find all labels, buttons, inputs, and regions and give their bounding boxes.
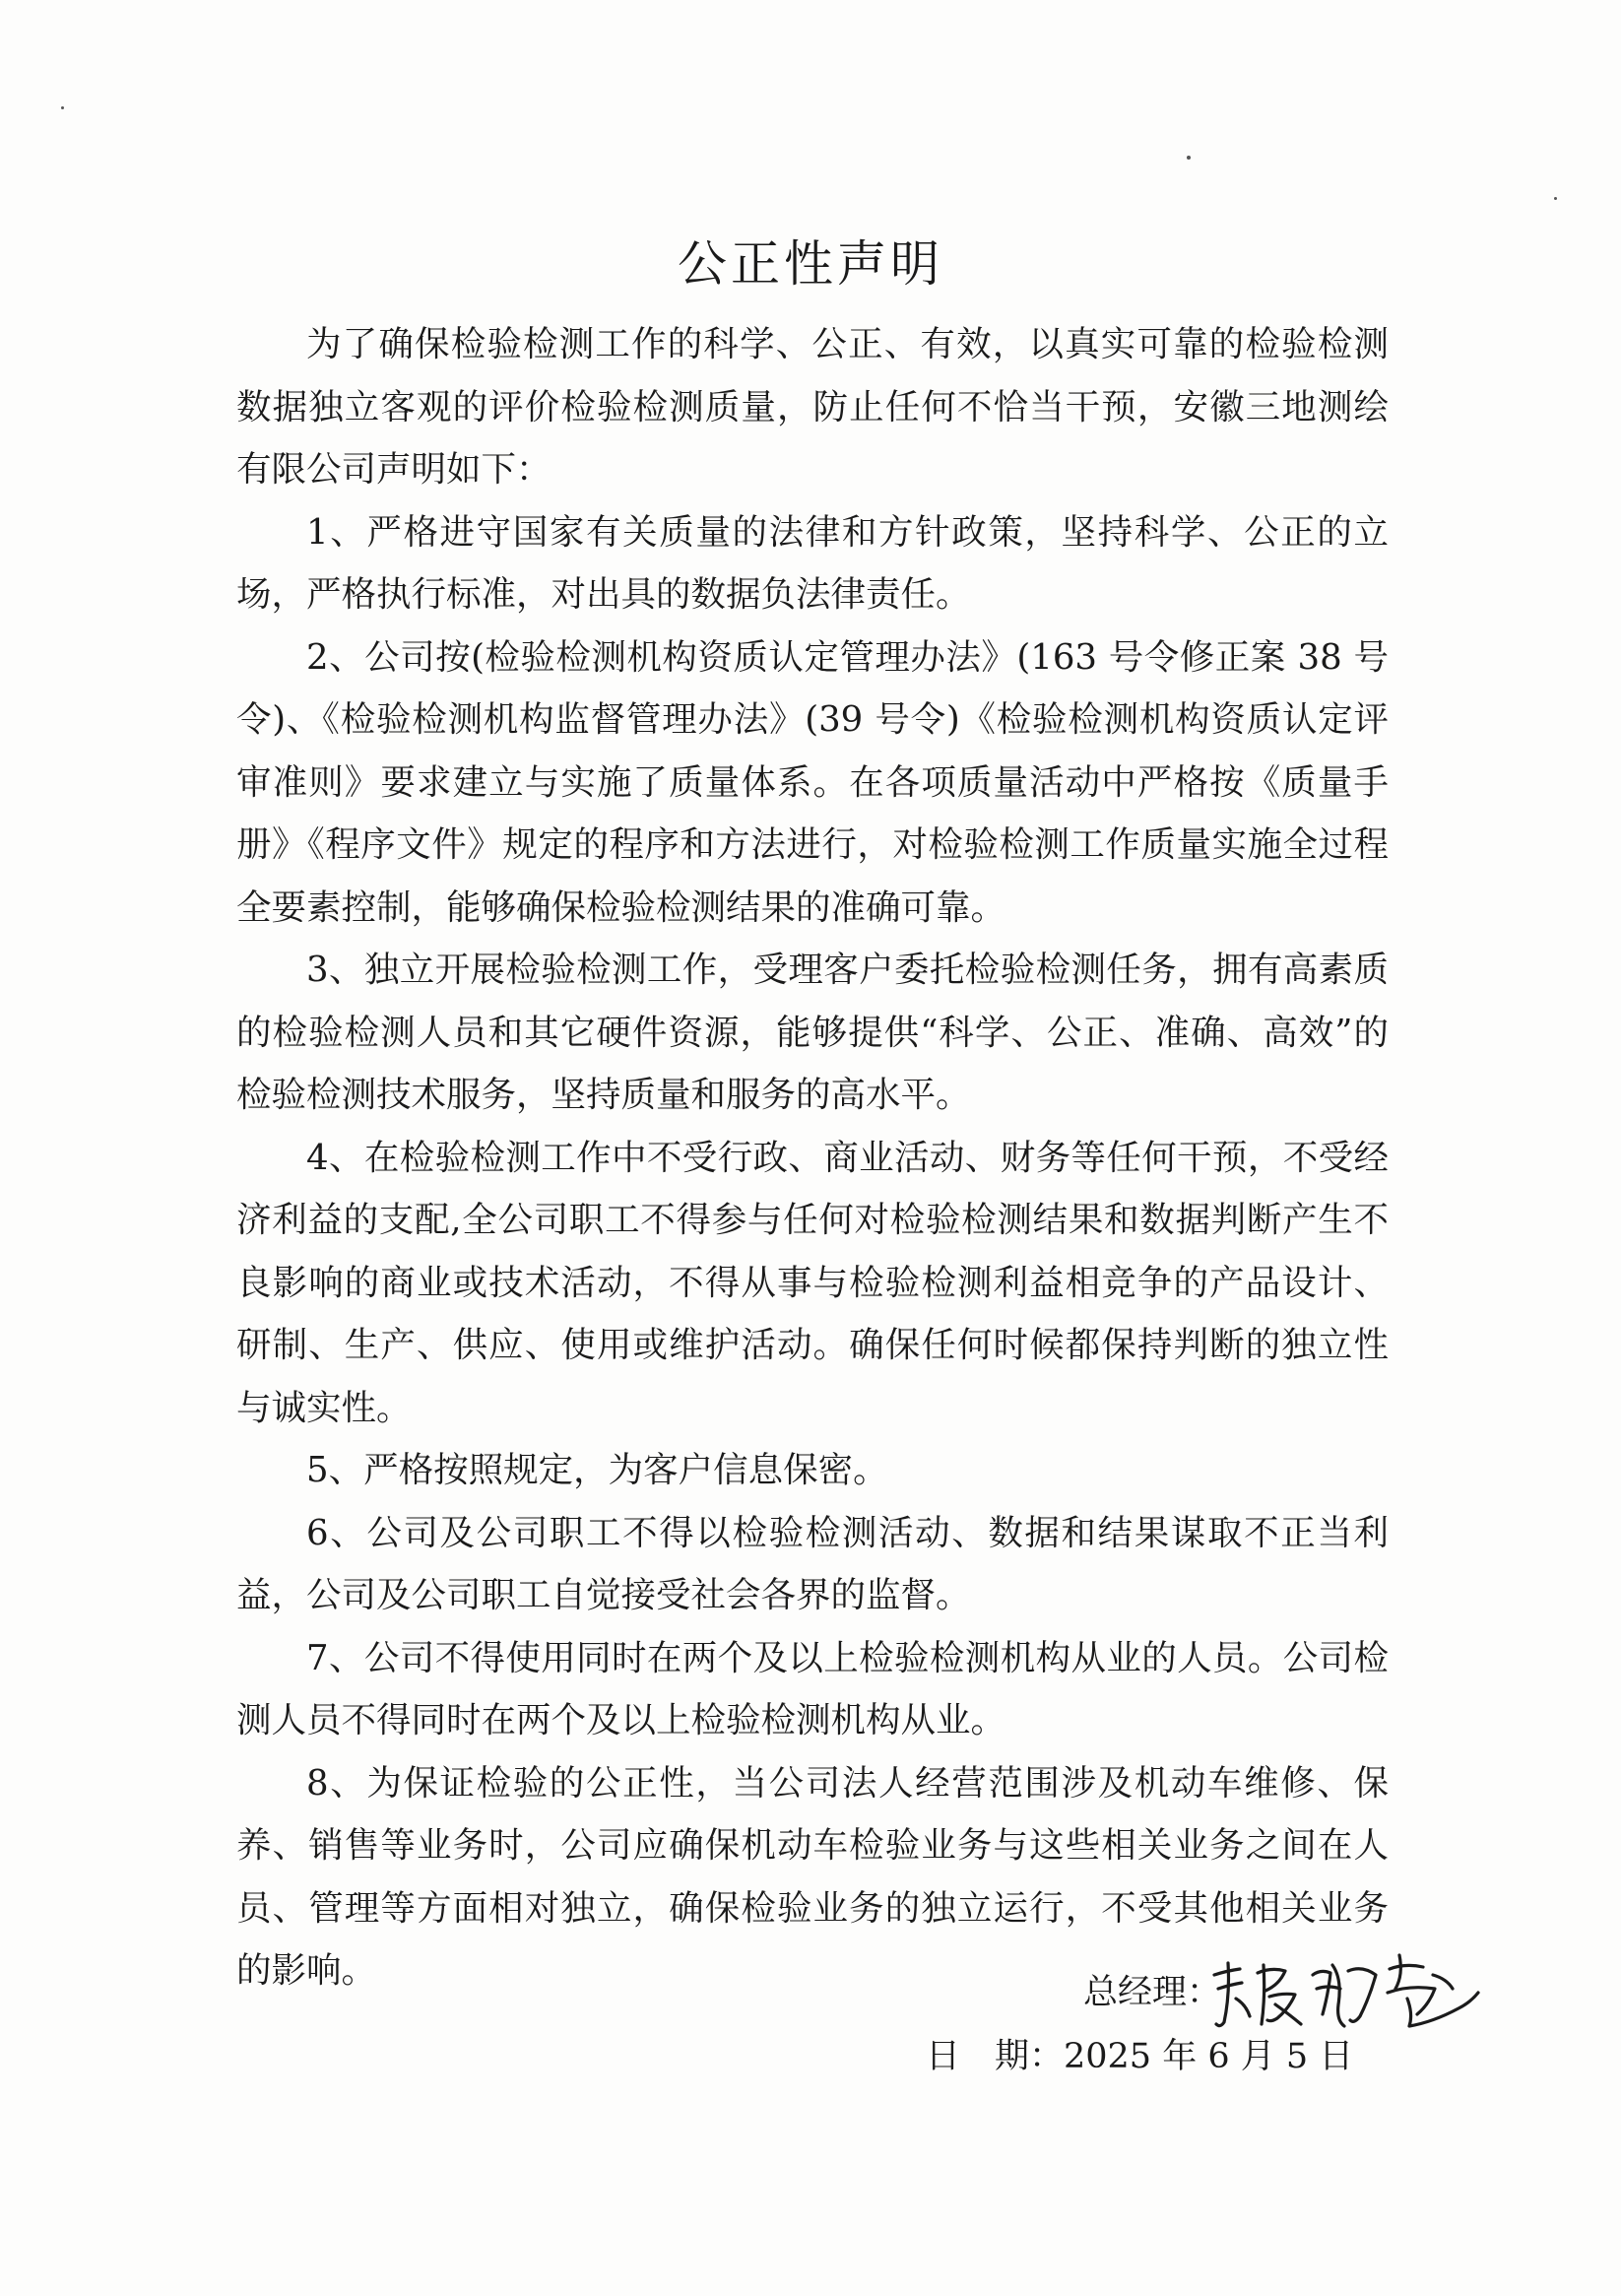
intro-paragraph: 为了确保检验检测工作的科学、公正、有效，以真实可靠的检验检测数据独立客观的评价检验检测质量，防止任何不恰当干预，安徽三地测绘有限公司声明如下： <box>236 324 1389 490</box>
clause-2: 2、公司按(检验检测机构资质认定管理办法》(163 号令修正案 38 号令)、《检验检测机构监督管理办法》(39 号令)《检验检测机构资质认定评审准则》要求建立与实施了质量体系。在各项质量活动中严格按《质量手册》《程序文件》规定的程序和方法进行，对检验检测工作质量实施全过程全要素控制，能够确保检验检测结果的准确可靠。 <box>236 636 1389 928</box>
clause-3: 3、独立开展检验检测工作，受理客户委托检验检测任务，拥有高素质的检验检测人员和其它硬件资源，能够提供“科学、公正、准确、高效”的检验检测技术服务，坚持质量和服务的高水平。 <box>236 950 1389 1115</box>
scan-speck <box>1187 156 1191 160</box>
clause-6: 6、公司及公司职工不得以检验检测活动、数据和结果谋取不正当利益，公司及公司职工自觉接受社会各界的监督。 <box>236 1512 1389 1615</box>
scan-speck <box>1554 197 1557 200</box>
signature-label: 总经理： <box>1083 1973 1222 2012</box>
clause-4: 4、在检验检测工作中不受行政、商业活动、财务等任何干预，不受经济利益的支配,全公司职工不得参与任何对检验检测结果和数据判断产生不良影响的商业或技术活动，不得从事与检验检测利益相竞争的产品设计、研制、生产、供应、使用或维护活动。确保任何时候都保持判断的独立性与诚实性。 <box>236 1137 1389 1428</box>
document-body <box>236 313 1389 2002</box>
handwritten-signature <box>1206 1945 1502 2034</box>
date-line: 日 期：2025 年 6 月 5 日 <box>926 2037 1354 2076</box>
clause-7: 7、公司不得使用同时在两个及以上检验检测机构从业的人员。公司检测人员不得同时在两个及以上检验检测机构从业。 <box>236 1637 1389 1740</box>
signature-block <box>1083 1955 1438 2034</box>
document-title: 公正性声明 <box>678 235 943 293</box>
clause-5: 5、严格按照规定，为客户信息保密。 <box>306 1450 888 1490</box>
scan-speck <box>61 106 64 109</box>
clause-1: 1、严格进守国家有关质量的法律和方针政策，坚持科学、公正的立场，严格执行标准，对出具的数据负法律责任。 <box>236 511 1389 615</box>
clause-8: 8、为保证检验的公正性，当公司法人经营范围涉及机动车维修、保养、销售等业务时，公司应确保机动车检验业务与这些相关业务之间在人员、管理等方面相对独立，确保检验业务的独立运行，不受其他相关业务的影响。 <box>236 1762 1389 1991</box>
